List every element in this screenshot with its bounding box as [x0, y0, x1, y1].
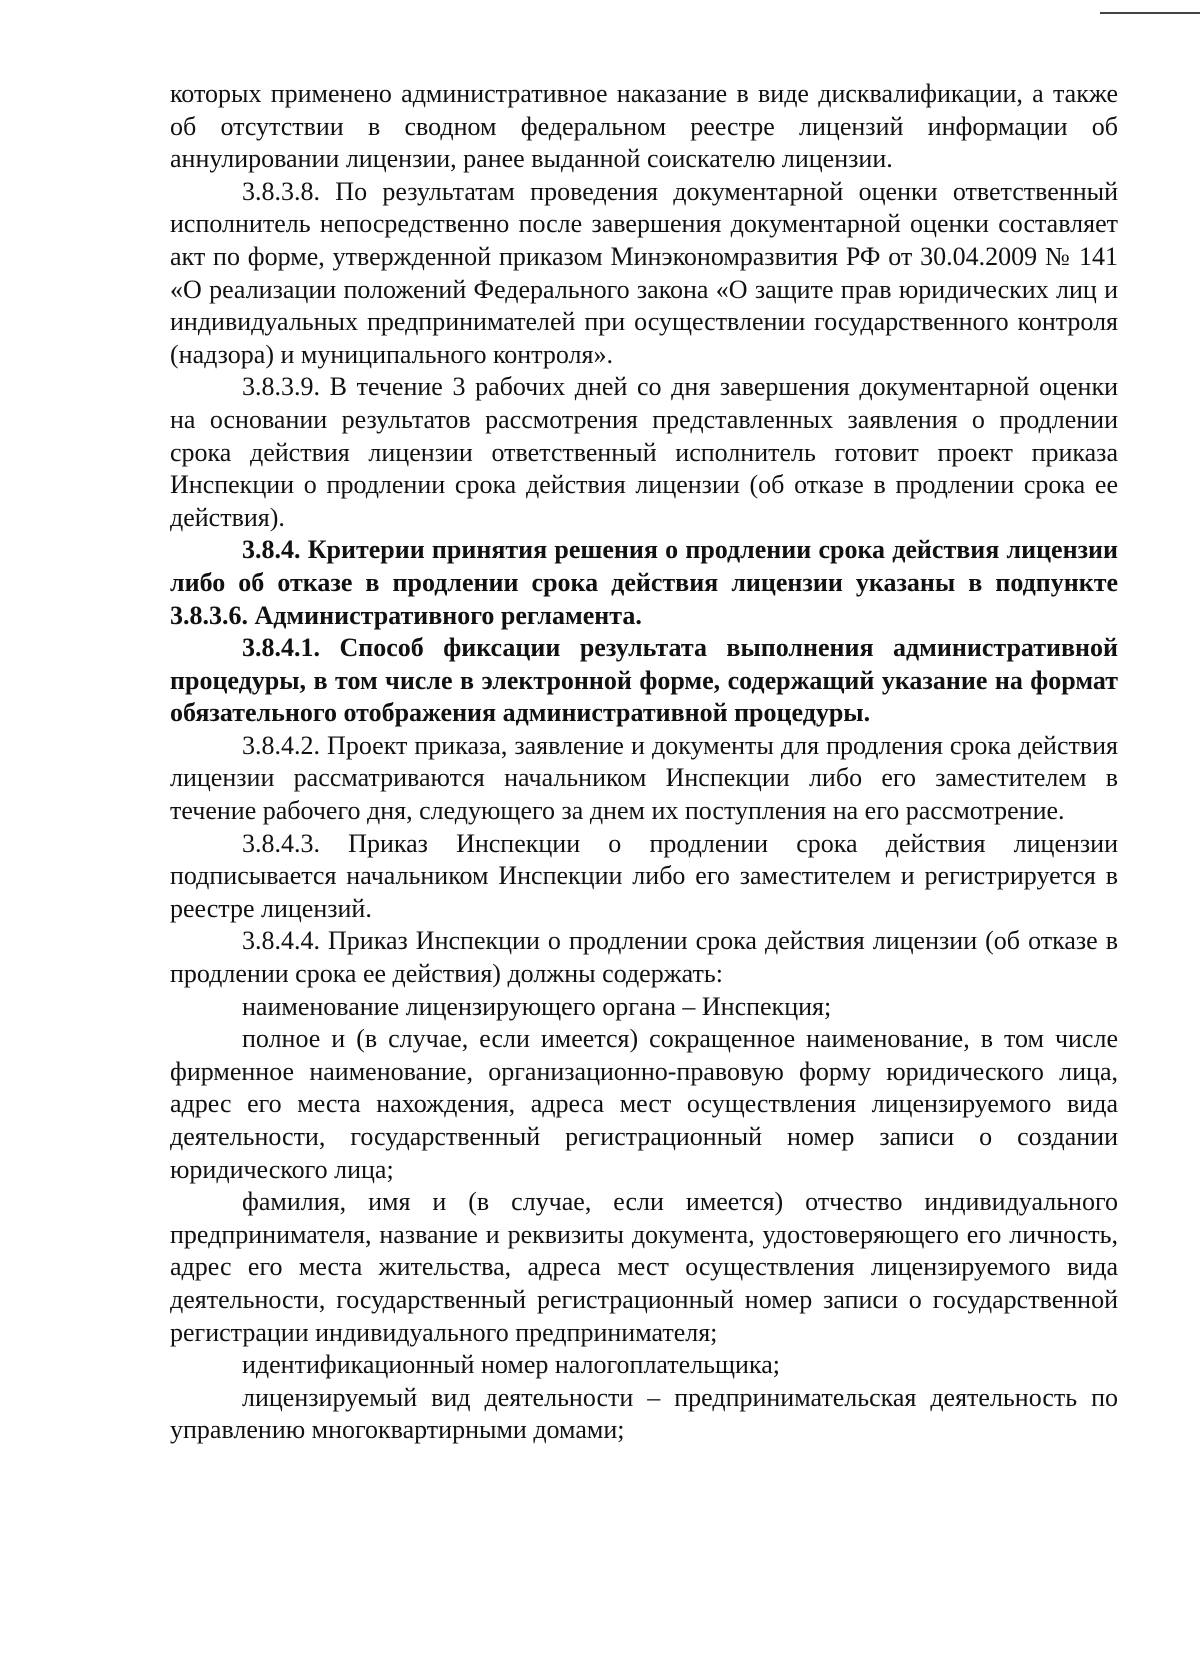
list-item-taxpayer-id: идентификационный номер налогоплательщика;	[242, 1350, 780, 1380]
scan-edge-mark	[1100, 12, 1200, 14]
paragraph-continuation: которых применено административное наказание в виде дисквалификации, а также об отсутствии в сводном федеральном реестре лицензий информации об аннулировании лицензии, ранее выданной соискателю лицензии.	[170, 79, 1118, 174]
paragraph-3-8-4-4: 3.8.4.4. Приказ Инспекции о продлении срока действия лицензии (об отказе в продлении срока ее действия) должны содержать:	[170, 926, 1118, 989]
paragraph-3-8-4-heading: 3.8.4. Критерии принятия решения о продлении срока действия лицензии либо об отказе в продлении срока действия лицензии указаны в подпункте 3.8.3.6. Административного регламента.	[170, 535, 1118, 630]
list-item-legal-entity-name: полное и (в случае, если имеется) сокращенное наименование, в том числе фирменное наименование, организационно-правовую форму юридического лица, адрес его места нахождения, адреса мест осуществления лицензируемого вида деятельности, государственный регистрационный номер записи о создании юридического лица;	[170, 1024, 1118, 1184]
document-body	[170, 78, 1118, 1447]
paragraph-3-8-4-1-heading: 3.8.4.1. Способ фиксации результата выполнения административной процедуры, в том числе в электронной форме, содержащий указание на формат обязательного отображения административной процедуры.	[170, 633, 1118, 728]
paragraph-3-8-3-8: 3.8.3.8. По результатам проведения документарной оценки ответственный исполнитель непосредственно после завершения документарной оценки составляет акт по форме, утвержденной приказом Минэкономразвития РФ от 30.04.2009 № 141 «О реализации положений Федерального закона «О защите прав юридических лиц и индивидуальных предпринимателей при осуществлении государственного контроля (надзора) и муниципального контроля».	[170, 176, 1118, 369]
paragraph-3-8-3-9: 3.8.3.9. В течение 3 рабочих дней со дня завершения документарной оценки на основании результатов рассмотрения представленных заявления о продлении срока действия лицензии ответственный исполнитель готовит проект приказа Инспекции о продлении срока действия лицензии (об отказе в продлении срока ее действия).	[170, 372, 1118, 532]
paragraph-3-8-4-2: 3.8.4.2. Проект приказа, заявление и документы для продления срока действия лицензии рассматриваются начальником Инспекции либо его заместителем в течение рабочего дня, следующего за днем их поступления на его рассмотрение.	[170, 730, 1118, 826]
list-item-licensed-activity: лицензируемый вид деятельности – предпринимательская деятельность по управлению многоквартирными домами;	[170, 1382, 1118, 1445]
paragraph-3-8-4-3: 3.8.4.3. Приказ Инспекции о продлении срока действия лицензии подписывается начальником Инспекции либо его заместителем и регистрируется в реестре лицензий.	[170, 828, 1118, 923]
list-item-entrepreneur-name: фамилия, имя и (в случае, если имеется) отчество индивидуального предпринимателя, название и реквизиты документа, удостоверяющего его личность, адрес его места жительства, адреса мест осуществления лицензируемого вида деятельности, государственный регистрационный номер записи о государственной регистрации индивидуального предпринимателя;	[170, 1187, 1118, 1347]
list-item-licensing-authority: наименование лицензирующего органа – Инспекция;	[242, 991, 832, 1021]
